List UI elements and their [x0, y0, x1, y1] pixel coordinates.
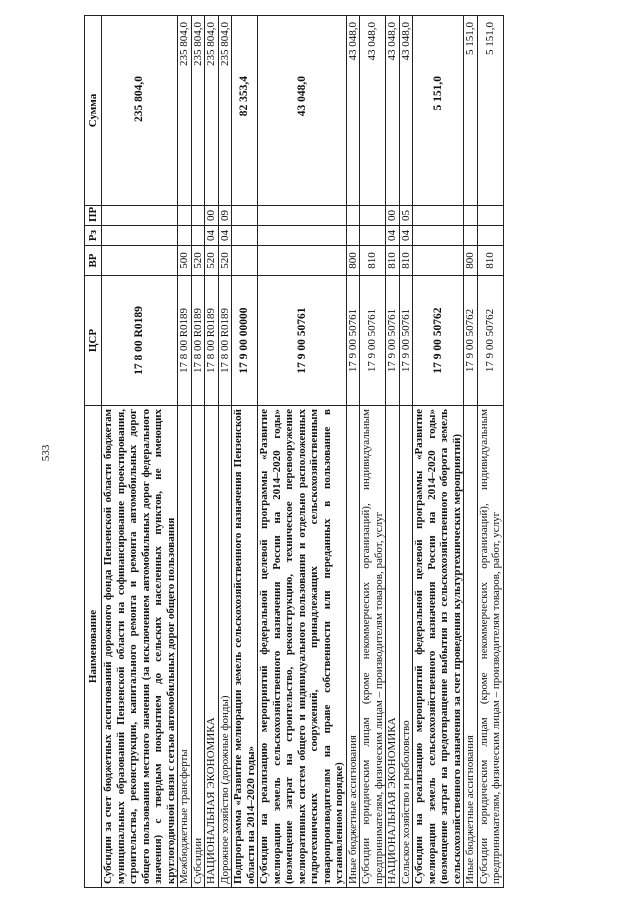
cell-sum: 5 151,0 [413, 16, 464, 206]
cell-pr: 00 [205, 206, 219, 226]
cell-pr [191, 206, 205, 226]
cell-pr [360, 206, 386, 226]
cell-sum: 5 151,0 [464, 16, 478, 206]
cell-vr: 810 [360, 246, 386, 276]
cell-vr: 500 [178, 246, 192, 276]
cell-rz [232, 226, 258, 246]
cell-name: Субсидии [191, 406, 205, 888]
cell-pr: 05 [399, 206, 413, 226]
header-sum: Сумма [85, 16, 102, 206]
cell-csr: 17 9 00 50761 [386, 276, 400, 406]
cell-vr: 520 [218, 246, 232, 276]
table-row [360, 16, 386, 888]
cell-name: Субсидии юридическим лицам (кроме некоммерческих организаций), индивидуальным предпринимателям, физическим лицам – производителям товаров, работ, услуг [360, 406, 386, 888]
cell-vr: 800 [346, 246, 360, 276]
cell-name: Межбюджетные трансферты [178, 406, 192, 888]
header-name: Наименование [85, 406, 102, 888]
table-row [232, 16, 258, 888]
table-row [413, 16, 464, 888]
table-row [218, 16, 232, 888]
header-csr: ЦСР [85, 276, 102, 406]
header-rz: Рз [85, 226, 102, 246]
cell-vr: 520 [191, 246, 205, 276]
cell-vr: 810 [386, 246, 400, 276]
cell-name: Дорожное хозяйство (дорожные фонды) [218, 406, 232, 888]
cell-rz [258, 226, 347, 246]
table-row [386, 16, 400, 888]
cell-pr [464, 206, 478, 226]
page-number: 533 [40, 444, 52, 462]
cell-vr [102, 246, 178, 276]
cell-csr: 17 8 00 R0189 [205, 276, 219, 406]
cell-rz: 04 [218, 226, 232, 246]
cell-rz [360, 226, 386, 246]
header-vr: ВР [85, 246, 102, 276]
cell-rz [346, 226, 360, 246]
cell-pr [477, 206, 503, 226]
cell-name: Субсидии за счет бюджетных ассигнований дорожного фонда Пензенской области бюджетам муниципальных образований Пензенской области на софинансирование проектирования, строительства, реконструкции, капитального ремонта и ремонта автомобильных дорог общего пользования местного значения (за исключением автомобильных дорог федерального значения) с твердым покрытием до сельских населенных пунктов, не имеющих круглогодичной связи с сетью автомобильных дорог общего пользования [102, 406, 178, 888]
cell-rz [191, 226, 205, 246]
cell-sum: 43 048,0 [346, 16, 360, 206]
cell-vr [232, 246, 258, 276]
cell-pr [178, 206, 192, 226]
budget-table [84, 15, 504, 888]
cell-rz [477, 226, 503, 246]
cell-sum: 43 048,0 [386, 16, 400, 206]
cell-name: Субсидии юридическим лицам (кроме некоммерческих организаций), индивидуальным предпринимателям, физическим лицам – производителям товаров, работ, услуг [477, 406, 503, 888]
table-row [178, 16, 192, 888]
cell-csr: 17 9 00 50761 [346, 276, 360, 406]
cell-sum: 235 804,0 [191, 16, 205, 206]
cell-rz [178, 226, 192, 246]
cell-vr: 810 [399, 246, 413, 276]
cell-csr: 17 9 00 50762 [477, 276, 503, 406]
cell-name: Субсидии на реализацию мероприятий федеральной целевой программы «Развитие мелиорации земель сельскохозяйственного назначения России на 2014–2020 годы» (возмещение затрат на строительство, реконструкцию, техническое перевооружение мелиоративных систем общего и индивидуального пользования и отдельно расположенных гидротехнических сооружений, принадлежащих сельскохозяйственным товаропроизводителям на праве собственности или переданных в пользование в установленном порядке) [258, 406, 347, 888]
table-row [258, 16, 347, 888]
cell-name: НАЦИОНАЛЬНАЯ ЭКОНОМИКА [205, 406, 219, 888]
cell-vr: 800 [464, 246, 478, 276]
cell-pr [413, 206, 464, 226]
table-row [464, 16, 478, 888]
cell-vr: 520 [205, 246, 219, 276]
cell-vr: 810 [477, 246, 503, 276]
cell-csr: 17 9 00 50761 [258, 276, 347, 406]
cell-rz: 04 [399, 226, 413, 246]
cell-name: Иные бюджетные ассигнования [464, 406, 478, 888]
cell-name: Сельское хозяйство и рыболовство [399, 406, 413, 888]
cell-name: Иные бюджетные ассигнования [346, 406, 360, 888]
cell-csr: 17 8 00 R0189 [191, 276, 205, 406]
cell-pr: 00 [386, 206, 400, 226]
cell-csr: 17 8 00 R0189 [102, 276, 178, 406]
table-row [346, 16, 360, 888]
table-row [477, 16, 503, 888]
cell-sum: 235 804,0 [102, 16, 178, 206]
cell-sum: 43 048,0 [258, 16, 347, 206]
cell-csr: 17 9 00 00000 [232, 276, 258, 406]
table-body [102, 16, 504, 888]
cell-sum: 235 804,0 [218, 16, 232, 206]
cell-pr: 09 [218, 206, 232, 226]
cell-csr: 17 9 00 50761 [399, 276, 413, 406]
cell-name: НАЦИОНАЛЬНАЯ ЭКОНОМИКА [386, 406, 400, 888]
cell-name: Подпрограмма «Развитие мелиорации земель сельскохозяйственного назначения Пензенской области на 2014–2020 годы» [232, 406, 258, 888]
cell-csr: 17 8 00 R0189 [218, 276, 232, 406]
cell-csr: 17 8 00 R0189 [178, 276, 192, 406]
cell-sum: 43 048,0 [360, 16, 386, 206]
cell-sum: 5 151,0 [477, 16, 503, 206]
cell-csr: 17 9 00 50762 [413, 276, 464, 406]
cell-pr [102, 206, 178, 226]
cell-rz [464, 226, 478, 246]
budget-table-sheet [84, 16, 584, 888]
table-header-row [85, 16, 102, 888]
table-row [205, 16, 219, 888]
cell-csr: 17 9 00 50761 [360, 276, 386, 406]
cell-sum: 235 804,0 [178, 16, 192, 206]
cell-name: Субсидии на реализацию мероприятий федеральной целевой программы «Развитие мелиорации земель сельскохозяйственного назначения России на 2014–2020 годы» (возмещение затрат на предотвращение выбытия из сельскохозяйственного оборота земель сельскохозяйственного назначения за счет проведения культуртехнических мероприятий) [413, 406, 464, 888]
cell-vr [258, 246, 347, 276]
cell-sum: 235 804,0 [205, 16, 219, 206]
cell-rz: 04 [205, 226, 219, 246]
cell-rz [102, 226, 178, 246]
table-row [102, 16, 178, 888]
cell-pr [258, 206, 347, 226]
cell-rz [413, 226, 464, 246]
cell-pr [346, 206, 360, 226]
cell-csr: 17 9 00 50762 [464, 276, 478, 406]
cell-rz: 04 [386, 226, 400, 246]
table-row [191, 16, 205, 888]
cell-vr [413, 246, 464, 276]
header-pr: ПР [85, 206, 102, 226]
cell-pr [232, 206, 258, 226]
cell-sum: 82 353,4 [232, 16, 258, 206]
cell-sum: 43 048,0 [399, 16, 413, 206]
table-row [399, 16, 413, 888]
